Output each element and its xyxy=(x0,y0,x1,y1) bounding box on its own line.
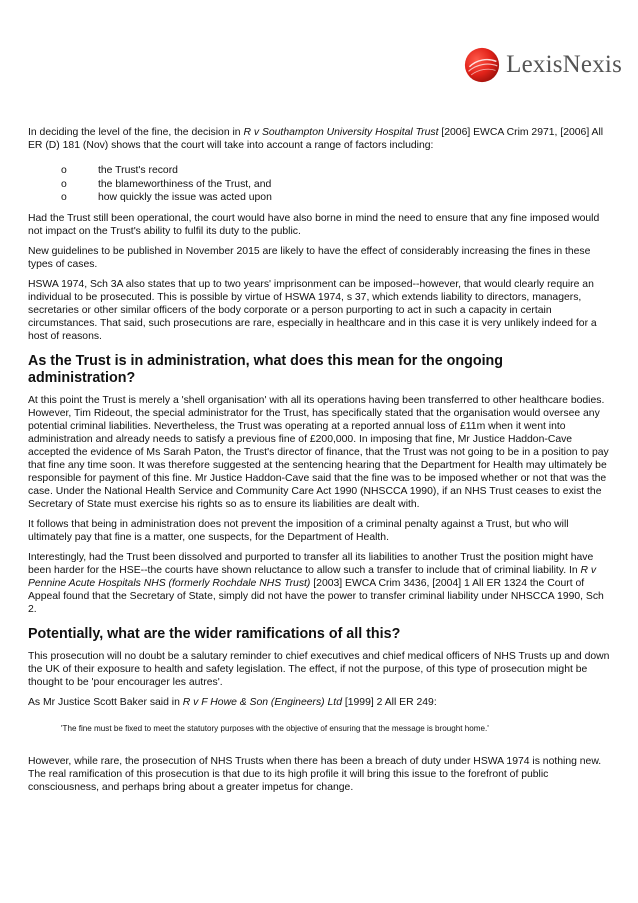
case-citation: R v Pennine Acute Hospitals NHS (formerly Rochdale NHS Trust) xyxy=(28,564,597,589)
paragraph: Interestingly, had the Trust been dissolved and purported to transfer all its liabilities to another Trust the position might have been harder for the HSE--the courts have shown reluctance to allow such a transfer to include that of criminal liability. In R v Pennine Acute Hospitals NHS (formerly Rochdale NHS Trust) [2003] EWCA Crim 3436, [2004] 1 All ER 1324 the Court of Appeal found that the Secretary of State, simply did not have the power to transfer criminal liability under NHSCCA 1990, Sch 2. xyxy=(28,551,604,615)
paragraph: At this point the Trust is merely a 'shell organisation' with all its operations having been transferred to other healthcare bodies. However, Tim Rideout, the special administrator for the Trust, has specifically stated that the organisation would oversee any potential criminal liabilities. Nevertheless, the Trust was operating at a reported annual loss of £11m when it went into administration and already needs to satisfy a previous fine of £200,000. In imposing that fine, Mr Justice Haddon-Cave accepted the evidence of Ms Sarah Paton, the Trust's director of finance, that the Trust was not going to be in a position to pay that fine any time soon. It was therefore suggested at the sentencing hearing that the Department for Health may ultimately be responsible for payment of this fine. Mr Justice Haddon-Cave said that the fine was to be imposed whether or not that was the case. Under the National Health Service and Community Care Act 1990 (NHSCCA 1990), if an NHS Trust ceases to exist the Secretary of State must exercise his rights so as to ensure its liabilities are dealt with. xyxy=(28,394,609,510)
case-citation: R v F Howe & Son (Engineers) Ltd xyxy=(182,696,342,708)
case-citation: R v Southampton University Hospital Trust xyxy=(243,127,439,138)
paragraph: However, while rare, the prosecution of NHS Trusts when there has been a breach of duty under HSWA 1974 is nothing new. The real ramification of this prosecution is that due to its high profile it will bring this issue to the forefront of public consciousness, and perhaps bring about a greater impetus for change. xyxy=(28,755,602,793)
lexisnexis-sphere-icon xyxy=(464,47,500,83)
article-body xyxy=(28,126,612,801)
bullet-marker: o xyxy=(61,165,67,176)
paragraph: New guidelines to be published in November 2015 are likely to have the effect of considerably increasing the fines in these types of cases. xyxy=(28,245,591,270)
paragraph: As Mr Justice Scott Baker said in R v F Howe & Son (Engineers) Ltd [1999] 2 All ER 249: xyxy=(28,696,437,708)
factor-list xyxy=(28,164,612,205)
paragraph: It follows that being in administration does not prevent the imposition of a criminal penalty against a Trust, but who will ultimately pay that fine is a matter, one suspects, for the Department of Health. xyxy=(28,518,569,543)
paragraph: Had the Trust still been operational, the court would have also borne in mind the need to ensure that any fine imposed would not impact on the Trust's ability to fulfil its duty to the public. xyxy=(28,212,600,237)
logo-wordmark: LexisNexis xyxy=(506,51,622,78)
intro-paragraph: In deciding the level of the fine, the decision in R v Southampton University Hospital Trust [2006] EWCA Crim 2971, [2006] All ER (D) 181 (Nov) shows that the court will take into account a range of factors including: xyxy=(28,127,604,151)
section-heading: Potentially, what are the wider ramifications of all this? xyxy=(28,625,401,642)
lexisnexis-logo xyxy=(464,47,622,83)
bullet-marker: o xyxy=(61,178,67,190)
section-heading: As the Trust is in administration, what does this mean for the ongoing administration? xyxy=(28,352,504,386)
list-item: o the blameworthiness of the Trust, and xyxy=(28,178,612,192)
paragraph: HSWA 1974, Sch 3A also states that up to two years' imprisonment can be imposed--however, that would clearly require an individual to be prosecuted. This is possible by virtue of HSWA 1974, s 37, which extends liability to directors, managers, secretaries or other similar officers of the body corporate or a person purporting to act in such a capacity in certain circumstances. That said, such prosecutions are rare, especially in healthcare and in this case it is very unlikely indeed for a host of reasons. xyxy=(28,278,597,342)
block-quote: 'The fine must be fixed to meet the statutory purposes with the objective of ensuring that the message is brought home.' xyxy=(61,723,489,733)
bullet-marker: o xyxy=(61,192,67,203)
list-item: o how quickly the issue was acted upon xyxy=(28,191,612,205)
list-item: o the Trust's record xyxy=(28,164,612,178)
paragraph: This prosecution will no doubt be a salutary reminder to chief executives and chief medical officers of NHS Trusts up and down the UK of their exposure to health and safety legislation. The effect, if not the purpose, of this type of prosecution might be thought to be 'pour encourager les autres'. xyxy=(28,650,610,688)
